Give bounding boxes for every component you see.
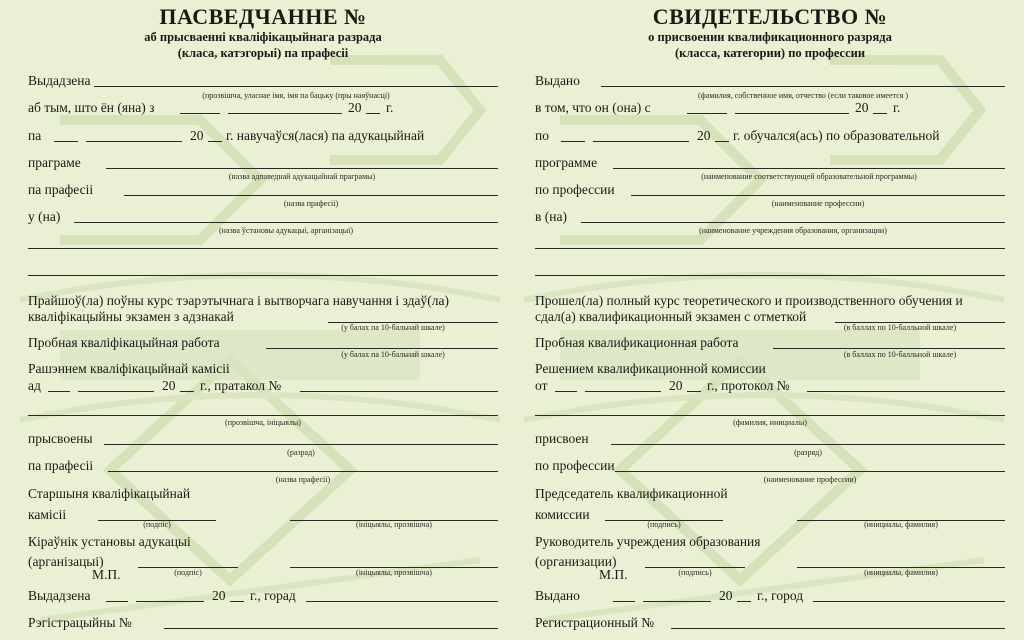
- from-date-row: [535, 97, 1005, 117]
- institution-extra-line-2[interactable]: [535, 275, 1005, 276]
- program-row: [28, 152, 498, 172]
- city-text: г., город: [757, 588, 804, 603]
- protocol-text: г., протокол №: [707, 378, 790, 393]
- issued-year-prefix: 20: [212, 588, 226, 603]
- head-initials-field[interactable]: [797, 551, 1005, 568]
- head-signature-caption: (подпись): [678, 568, 712, 577]
- issued-year-prefix: 20: [719, 588, 733, 603]
- institution-label: в (на): [535, 209, 567, 224]
- to-date-label: па: [28, 128, 42, 143]
- to-year-prefix: 20: [697, 128, 711, 143]
- program-caption: (наименование соответствующей образовательной программы): [701, 172, 917, 181]
- trial-work-label: Пробная квалификационная работа: [535, 335, 739, 350]
- institution-caption: (наименование учреждения образования, организации): [699, 226, 887, 235]
- trial-work-caption: (в баллах по 10-балльной шкале): [843, 350, 957, 359]
- decision-day-field[interactable]: [555, 375, 577, 392]
- chair-label-line1: Старшыня кваліфікацыйнай: [28, 486, 191, 501]
- to-date-label: по: [535, 128, 549, 143]
- decision-label: Решением квалификационной комиссии: [535, 361, 766, 376]
- from-date-row: [28, 97, 498, 117]
- course-text-line1: Прошел(ла) полный курс теоретического и производственного обучения и: [535, 293, 963, 308]
- certificate-subtitle-line2: (класса, категории) по профессии: [674, 46, 866, 60]
- rank-field[interactable]: [104, 428, 498, 445]
- trial-work-row: [535, 332, 1005, 352]
- assigned-row: [28, 428, 498, 448]
- from-year-suffix: г.: [386, 100, 394, 115]
- issued-to-field[interactable]: [94, 70, 498, 87]
- from-date-label: аб тым, што ён (яна) з: [28, 100, 155, 115]
- names-line[interactable]: [535, 415, 1005, 416]
- trial-work-field[interactable]: [773, 332, 1005, 349]
- institution-caption: (назва ўстановы адукацыі, арганізацыі): [219, 226, 353, 235]
- chair-initials-field[interactable]: [290, 504, 498, 521]
- head-signature-caption: (подпіс): [174, 568, 202, 577]
- profession-caption: (наименование профессии): [771, 199, 865, 208]
- head-signature-field[interactable]: [645, 551, 745, 568]
- issued-month-field[interactable]: [136, 585, 204, 602]
- decision-label: Рашэннем кваліфікацыйнай камісіі: [28, 361, 230, 376]
- issued-to-caption: (прозвішча, уласнае імя, імя па бацьку (пры наяўнасці): [202, 91, 390, 100]
- issued-month-field[interactable]: [643, 585, 711, 602]
- names-caption: (фамилия, инициалы): [733, 418, 807, 427]
- certificate-belarusian: [28, 0, 498, 640]
- from-day-field[interactable]: [180, 97, 220, 114]
- issued-to-caption: (фамилия, собственное имя, отчество (если таковое имеется ): [698, 91, 908, 100]
- chair-initials-caption: (инициалы, фамилия): [864, 520, 938, 529]
- from-month-field[interactable]: [735, 97, 849, 114]
- program-label: программе: [535, 155, 598, 170]
- chair-signature-caption: (подпись): [647, 520, 681, 529]
- issued-to-field[interactable]: [601, 70, 1005, 87]
- certificate-subtitle-line2: (класа, катэгорыі) па прафесіі: [177, 46, 349, 60]
- institution-extra-line-1[interactable]: [28, 248, 498, 249]
- chair-initials-caption: (ініцыялы, прозвішча): [356, 520, 432, 529]
- to-date-row: [535, 125, 1005, 145]
- chair-initials-field[interactable]: [797, 504, 1005, 521]
- to-year-field[interactable]: [715, 125, 729, 142]
- head-label-line2: (арганізацыі): [28, 554, 104, 569]
- program-field[interactable]: [106, 152, 498, 169]
- assigned-profession-field[interactable]: [615, 455, 1005, 472]
- profession-label: па прафесіі: [28, 182, 94, 197]
- decision-month-field[interactable]: [78, 375, 154, 392]
- protocol-row: [535, 375, 1005, 395]
- institution-row: [28, 206, 498, 226]
- studied-text: г. обучался(ась) по образовательной: [733, 128, 940, 143]
- decision-year-prefix: 20: [162, 378, 176, 393]
- issued-year-field[interactable]: [737, 585, 751, 602]
- program-label: праграме: [28, 155, 81, 170]
- trial-work-field[interactable]: [266, 332, 498, 349]
- to-month-field[interactable]: [86, 125, 182, 142]
- chair-label-line2: камісіі: [28, 507, 67, 522]
- chair-signature-field[interactable]: [98, 504, 216, 521]
- decision-year-field[interactable]: [180, 375, 194, 392]
- chair-row-1: [28, 483, 498, 503]
- assigned-profession-row: [28, 455, 498, 475]
- course-text-line2: кваліфікацыйны экзамен з адзнакай: [28, 309, 234, 324]
- city-field[interactable]: [813, 585, 1005, 602]
- head-initials-field[interactable]: [290, 551, 498, 568]
- issued-date-row: [28, 585, 498, 605]
- registration-label: Рэгістрацыйны №: [28, 615, 132, 630]
- issued-date-row: [535, 585, 1005, 605]
- stamp-place: М.П.: [92, 567, 121, 582]
- chair-label-line2: комиссии: [535, 507, 590, 522]
- issued-to-label: Выдано: [535, 73, 580, 88]
- profession-row: [28, 179, 498, 199]
- profession-field[interactable]: [631, 179, 1005, 196]
- names-line[interactable]: [28, 415, 498, 416]
- decision-from-label: ад: [28, 378, 41, 393]
- head-signature-field[interactable]: [138, 551, 238, 568]
- assigned-profession-caption: (наименование профессии): [763, 475, 857, 484]
- program-row: [535, 152, 1005, 172]
- to-day-field[interactable]: [561, 125, 585, 142]
- from-year-suffix: г.: [893, 100, 901, 115]
- registration-number-field[interactable]: [164, 612, 498, 629]
- decision-year-prefix: 20: [669, 378, 683, 393]
- exam-score-caption: (у балах па 10-бальнай шкале): [341, 323, 445, 332]
- trial-work-row: [28, 332, 498, 352]
- trial-work-label: Пробная кваліфікацыйная работа: [28, 335, 220, 350]
- rank-field[interactable]: [611, 428, 1005, 445]
- certificate-subtitle-line1: аб прысваенні кваліфікацыйнага разрада: [144, 30, 382, 44]
- assigned-row: [535, 428, 1005, 448]
- issued-to-row: [535, 70, 1005, 90]
- protocol-text: г., пратакол №: [200, 378, 282, 393]
- profession-field[interactable]: [124, 179, 498, 196]
- institution-field[interactable]: [74, 206, 498, 223]
- from-date-label: в том, что он (она) с: [535, 100, 651, 115]
- to-year-field[interactable]: [208, 125, 222, 142]
- registration-number-field[interactable]: [671, 612, 1005, 629]
- certificate-subtitle-line1: о присвоении квалификационного разряда: [648, 30, 892, 44]
- head-initials-caption: (ініцыялы, прозвішча): [356, 568, 432, 577]
- head-label-line1: Кіраўнік установы адукацыі: [28, 534, 191, 549]
- issued-to-label: Выдадзена: [28, 73, 91, 88]
- from-year-prefix: 20: [855, 100, 869, 115]
- decision-month-field[interactable]: [585, 375, 661, 392]
- decision-from-label: от: [535, 378, 548, 393]
- exam-score-field[interactable]: [328, 306, 498, 323]
- issued-day-field[interactable]: [106, 585, 128, 602]
- from-year-field[interactable]: [873, 97, 887, 114]
- issued-date-label: Выдано: [535, 588, 580, 603]
- from-day-field[interactable]: [687, 97, 727, 114]
- assigned-label: прысвоены: [28, 431, 93, 446]
- institution-row: [535, 206, 1005, 226]
- issued-day-field[interactable]: [613, 585, 635, 602]
- studied-text: г. навучаўся(лася) па адукацыйнай: [226, 128, 425, 143]
- course-text-line2: сдал(а) квалификационный экзамен с отметкой: [535, 309, 807, 324]
- protocol-number-field[interactable]: [300, 375, 498, 392]
- assigned-label: присвоен: [535, 431, 589, 446]
- protocol-row: [28, 375, 498, 395]
- head-row-1: [535, 531, 1005, 551]
- city-field[interactable]: [306, 585, 498, 602]
- head-label-line2: (организации): [535, 554, 617, 569]
- course-text-line1: Прайшоў(ла) поўны курс тэарэтычнага і вытворчага навучання і здаў(ла): [28, 293, 449, 308]
- protocol-number-field[interactable]: [807, 375, 1005, 392]
- names-caption: (прозвішча, ініцыялы): [225, 418, 301, 427]
- chair-row-1: [535, 483, 1005, 503]
- chair-signature-caption: (подпіс): [143, 520, 171, 529]
- from-month-field[interactable]: [228, 97, 342, 114]
- certificate-title: СВИДЕТЕЛЬСТВО №: [652, 4, 888, 29]
- assigned-profession-field[interactable]: [108, 455, 498, 472]
- from-year-prefix: 20: [348, 100, 362, 115]
- stamp-place: М.П.: [599, 567, 628, 582]
- to-month-field[interactable]: [593, 125, 689, 142]
- issued-date-label: Выдадзена: [28, 588, 91, 603]
- to-date-row: [28, 125, 498, 145]
- profession-row: [535, 179, 1005, 199]
- profession-label: по профессии: [535, 182, 615, 197]
- city-text: г., горад: [250, 588, 296, 603]
- program-caption: (назва адпаведнай адукацыйнай праграмы): [228, 172, 376, 181]
- issued-to-row: [28, 70, 498, 90]
- assigned-profession-row: [535, 455, 1005, 475]
- decision-year-field[interactable]: [687, 375, 701, 392]
- profession-caption: (назва прафесіі): [283, 199, 339, 208]
- to-day-field[interactable]: [54, 125, 78, 142]
- exam-score-field[interactable]: [835, 306, 1005, 323]
- registration-row: [28, 612, 498, 632]
- registration-row: [535, 612, 1005, 632]
- institution-extra-line-2[interactable]: [28, 275, 498, 276]
- decision-day-field[interactable]: [48, 375, 70, 392]
- program-field[interactable]: [613, 152, 1005, 169]
- certificate-russian: [535, 0, 1005, 640]
- head-row-1: [28, 531, 498, 551]
- rank-caption: (разрад): [287, 448, 315, 457]
- assigned-profession-caption: (назва прафесіі): [275, 475, 331, 484]
- institution-field[interactable]: [581, 206, 1005, 223]
- trial-work-caption: (у балах па 10-бальнай шкале): [341, 350, 445, 359]
- registration-label: Регистрационный №: [535, 615, 655, 630]
- chair-signature-field[interactable]: [605, 504, 723, 521]
- certificate-title: ПАСВЕДЧАННЕ №: [159, 4, 367, 29]
- rank-caption: (разряд): [794, 448, 822, 457]
- issued-year-field[interactable]: [230, 585, 244, 602]
- institution-extra-line-1[interactable]: [535, 248, 1005, 249]
- institution-label: у (на): [28, 209, 61, 224]
- head-initials-caption: (инициалы, фамилия): [864, 568, 938, 577]
- exam-score-caption: (в баллах по 10-балльной шкале): [843, 323, 957, 332]
- assigned-profession-label: по профессии: [535, 458, 615, 473]
- assigned-profession-label: па прафесіі: [28, 458, 94, 473]
- from-year-field[interactable]: [366, 97, 380, 114]
- head-label-line1: Руководитель учреждения образования: [535, 534, 761, 549]
- chair-label-line1: Председатель квалификационной: [535, 486, 728, 501]
- to-year-prefix: 20: [190, 128, 204, 143]
